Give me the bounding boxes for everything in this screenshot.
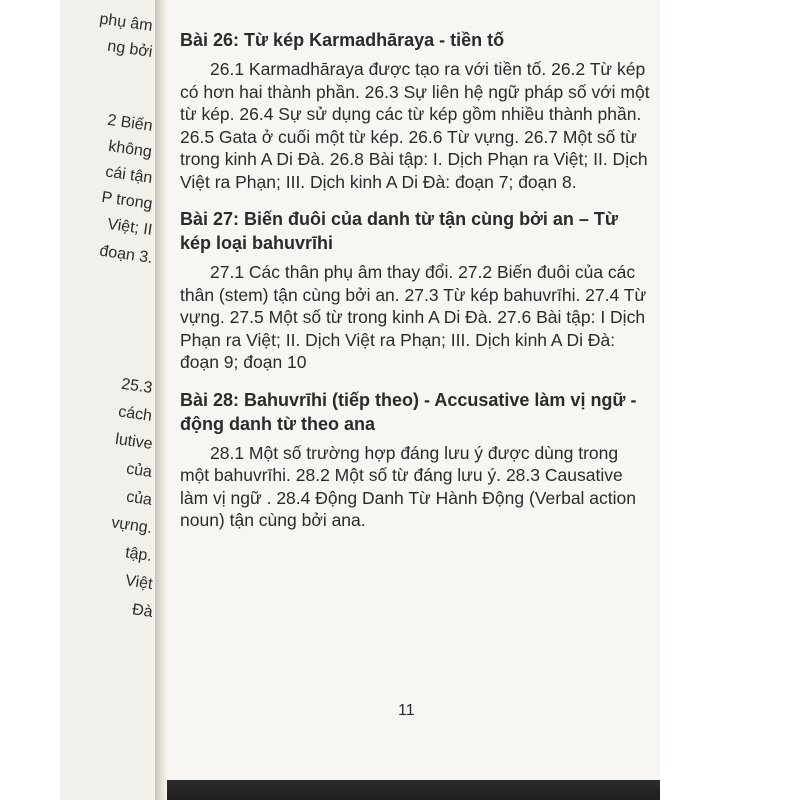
lesson-27	[180, 207, 650, 374]
lesson-title: Bài 26: Từ kép Karmadhāraya - tiền tố	[180, 30, 505, 50]
lesson-body: 26.1 Karmadhāraya được tạo ra với tiền tố. 26.2 Từ kép có hơn hai thành phần. 26.3 Sự liên hệ ngữ pháp số với một từ kép. 26.4 Sự sử dụng các từ kép gồm nhiều thành phần. 26.5 Gata ở cuối một từ kép. 26.6 Từ vựng. 26.7 Một số từ trong kinh A Di Đà. 26.8 Bài tập: I. Dịch Phạn ra Việt; II. Dịch Việt ra Phạn; III. Dịch kinh A Di Đà: đoạn 7; đoạn 8.	[180, 59, 650, 192]
left-page-fragment: của	[125, 488, 154, 509]
left-page-fragment: Việt	[123, 572, 154, 593]
book-gutter	[155, 0, 167, 800]
lesson-body: 27.1 Các thân phụ âm thay đổi. 27.2 Biến đuôi của các thân (stem) tận cùng bởi an. 27.3 Từ kép bahuvrīhi. 27.4 Từ vựng. 27.5 Một số từ trong kinh A Di Đà. 27.6 Bài tập: I Dịch Phạn ra Việt; II. Dịch Việt ra Phạn; III. Dịch kinh A Di Đà: đoạn 9; đoạn 10	[180, 262, 647, 372]
lesson-title: Bài 27: Biến đuôi của danh từ tận cùng bởi an – Từ kép loại bahuvrīhi	[180, 209, 618, 253]
left-page-fragment: của	[125, 460, 154, 481]
lesson-26	[180, 28, 650, 193]
left-page-fragment: phụ âm	[98, 10, 154, 35]
left-page-fragment: cách	[117, 403, 154, 425]
left-page-fragment: cái tận	[104, 163, 154, 187]
left-page-fragment: Việt; II	[106, 215, 154, 239]
left-page-fragment: đoạn 3.	[98, 242, 154, 267]
lesson-body: 28.1 Một số trường hợp đáng lưu ý được dùng trong một bahuvrīhi. 28.2 Một số từ đáng lưu ý. 28.3 Causative làm vị ngữ . 28.4 Động Danh Từ Hành Động (Verbal action noun) tận cùng bởi ana.	[180, 442, 636, 530]
left-page-fragment: Đà	[130, 601, 154, 621]
left-page-fragment: 2 Biến	[105, 111, 154, 135]
page-number: 11	[398, 702, 415, 719]
left-page-fragment: ng bởi	[106, 37, 154, 61]
left-page-fragment: lutive	[113, 430, 154, 453]
background	[660, 0, 800, 800]
left-page-fragment: 25.3	[120, 375, 154, 397]
table-of-contents	[180, 28, 650, 546]
left-page	[60, 0, 160, 800]
left-page-fragment: tập.	[124, 544, 154, 565]
left-page-fragment: không	[107, 138, 154, 161]
lesson-title: Bài 28: Bahuvrīhi (tiếp theo) - Accusative làm vị ngữ - động danh từ theo ana	[180, 389, 637, 434]
lesson-28	[180, 388, 650, 532]
left-page-fragment: vựng.	[110, 514, 154, 537]
left-page-fragment: P trong	[100, 188, 154, 213]
